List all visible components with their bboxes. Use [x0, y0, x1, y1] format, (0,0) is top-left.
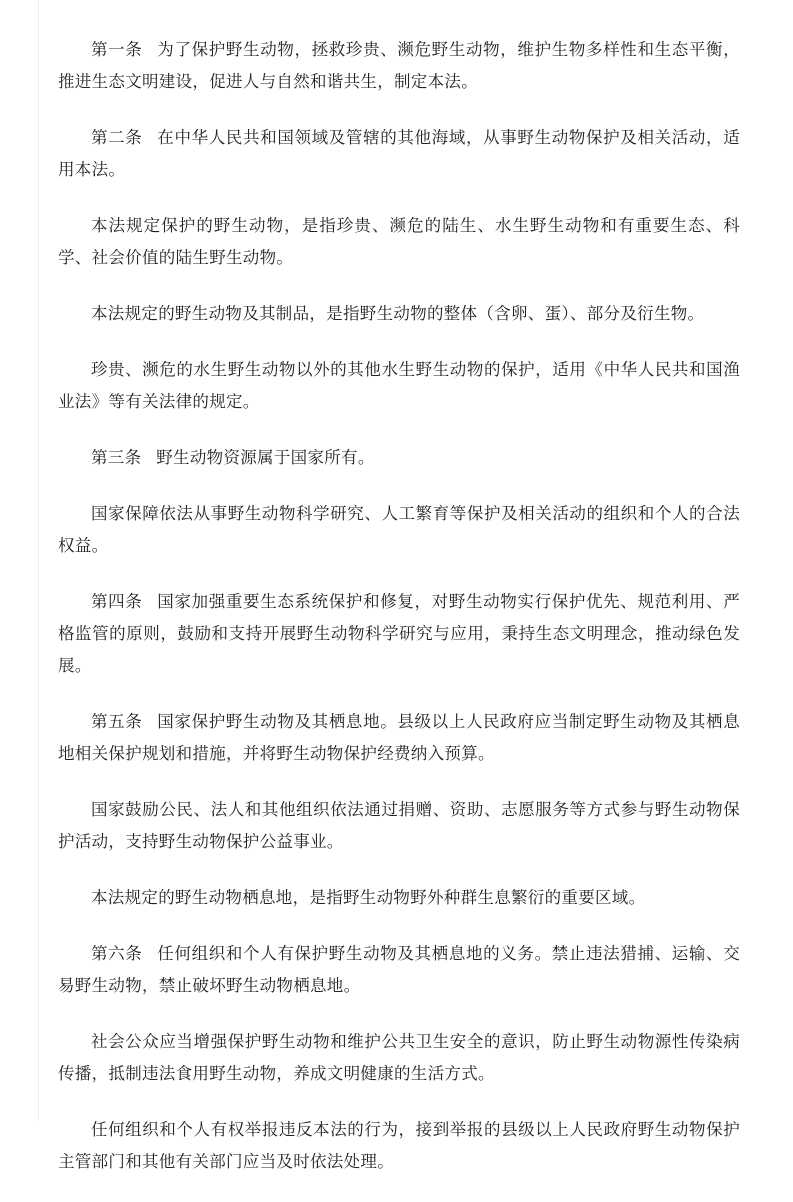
paragraph-text: 国家鼓励公民、法人和其他组织依法通过捐赠、资助、志愿服务等方式参与野生动物保护活动，支持野生动物保护公益事业。 [58, 800, 740, 851]
paragraph-text: 国家保护野生动物及其栖息地。县级以上人民政府应当制定野生动物及其栖息地相关保护规划和措施，并将野生动物保护经费纳入预算。 [58, 712, 740, 763]
article-number: 第一条 [91, 40, 143, 59]
paragraph-text: 本法规定的野生动物栖息地，是指野生动物野外种群生息繁衍的重要区域。 [91, 888, 646, 907]
paragraph-11 [58, 882, 740, 914]
paragraph-text: 本法规定的野生动物及其制品，是指野生动物的整体（含卵、蛋）、部分及衍生物。 [91, 304, 705, 323]
paragraph-1 [58, 34, 740, 98]
article-number: 第三条 [91, 448, 142, 467]
paragraph-12 [58, 938, 740, 1002]
paragraph-text: 国家保障依法从事野生动物科学研究、人工繁育等保护及相关活动的组织和个人的合法权益。 [58, 504, 740, 555]
paragraph-4 [58, 298, 740, 330]
paragraph-text: 珍贵、濒危的水生野生动物以外的其他水生野生动物的保护，适用《中华人民共和国渔业法》等有关法律的规定。 [58, 360, 740, 411]
paragraph-3 [58, 210, 740, 274]
paragraph-13 [58, 1026, 740, 1090]
paragraph-text: 在中华人民共和国领域及管辖的其他海域，从事野生动物保护及相关活动，适用本法。 [58, 128, 740, 179]
article-number: 第六条 [91, 944, 143, 963]
paragraph-text: 为了保护野生动物，拯救珍贵、濒危野生动物，维护生物多样性和生态平衡，推进生态文明建设，促进人与自然和谐共生，制定本法。 [58, 40, 740, 91]
paragraph-5 [58, 354, 740, 418]
paragraph-text: 任何组织和个人有权举报违反本法的行为，接到举报的县级以上人民政府野生动物保护主管部门和其他有关部门应当及时依法处理。 [58, 1120, 740, 1171]
paragraph-text: 国家加强重要生态系统保护和修复，对野生动物实行保护优先、规范利用、严格监管的原则，鼓励和支持开展野生动物科学研究与应用，秉持生态文明理念，推动绿色发展。 [58, 592, 740, 675]
paragraph-6 [58, 442, 740, 474]
paragraph-text: 社会公众应当增强保护野生动物和维护公共卫生安全的意识，防止野生动物源性传染病传播，抵制违法食用野生动物，养成文明健康的生活方式。 [58, 1032, 740, 1083]
paragraph-9 [58, 706, 740, 770]
article-number: 第四条 [91, 592, 143, 611]
article-number: 第五条 [91, 712, 143, 731]
law-text-body [58, 34, 740, 1202]
article-number: 第二条 [91, 128, 143, 147]
paragraph-8 [58, 586, 740, 682]
paragraph-2 [58, 122, 740, 186]
paragraph-text: 野生动物资源属于国家所有。 [156, 448, 375, 467]
paragraph-text: 本法规定保护的野生动物，是指珍贵、濒危的陆生、水生野生动物和有重要生态、科学、社会价值的陆生野生动物。 [58, 216, 740, 267]
paragraph-14 [58, 1114, 740, 1178]
paragraph-10 [58, 794, 740, 858]
page-edge-divider [38, 0, 39, 1122]
paragraph-7 [58, 498, 740, 562]
paragraph-text: 任何组织和个人有保护野生动物及其栖息地的义务。禁止违法猎捕、运输、交易野生动物，禁止破坏野生动物栖息地。 [58, 944, 740, 995]
